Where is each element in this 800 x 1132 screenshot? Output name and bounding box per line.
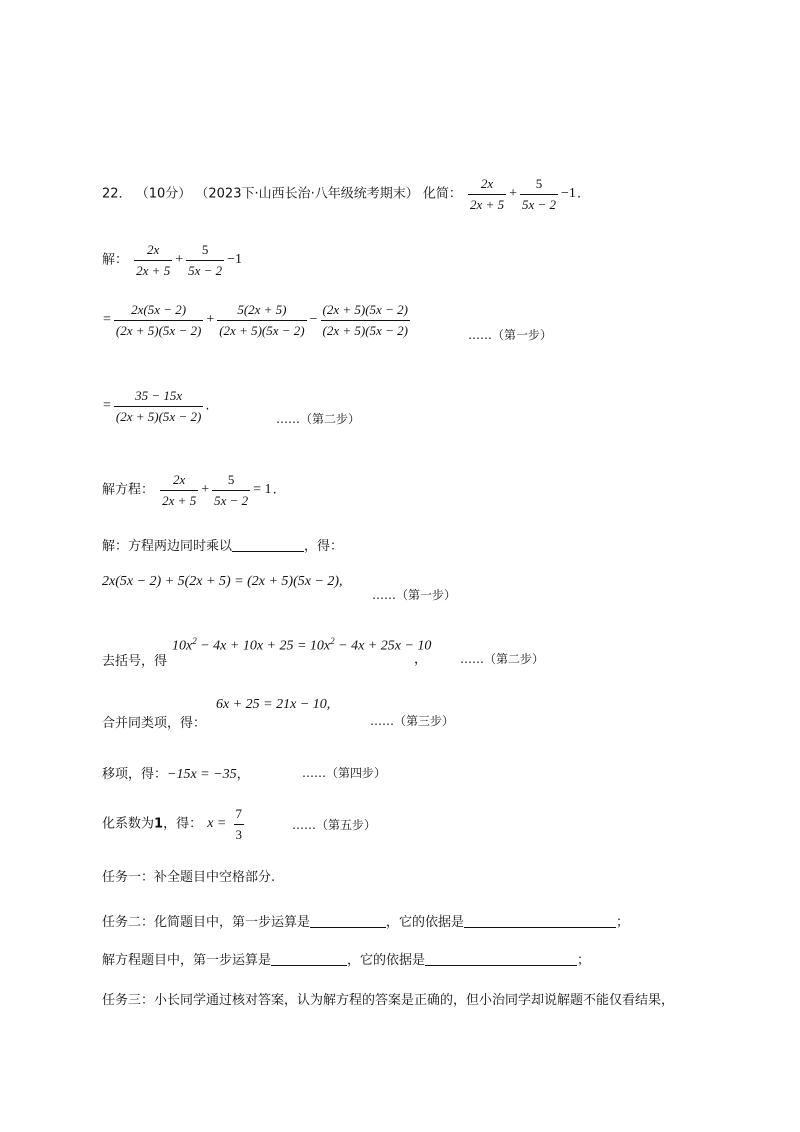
fraction: $\frac{5}{5x - 2}$: [188, 242, 223, 278]
task-two: 任务二：化简题目中，第一步运算是 ，它的依据是 ；: [102, 915, 630, 930]
problem-source: （2023下·山西长治·八年级统考期末）: [195, 186, 419, 202]
task-three: 任务三：小长同学通过核对答案，认为解方程的答案是正确的，但小治同学却说解题不能仅看结果，: [102, 993, 675, 1008]
answer-blank[interactable]: [425, 953, 577, 966]
equation-solution-intro: 解：方程两边同时乘以 ，得：: [102, 539, 344, 554]
fraction: $\frac{5}{5x - 2}$: [521, 176, 557, 212]
fraction: $\frac{2x}{2x + 5}$: [136, 242, 171, 278]
equation-step1: 2x(5x − 2) + 5(2x + 5) = (2x + 5)(5x − 2),: [102, 574, 343, 589]
equation-step2-math: $10x^2 - 4x + 10x + 25 = 10x^2 - 4x + 25x - 10$: [172, 636, 432, 654]
step-marker: ……（第五步）: [292, 818, 377, 832]
equation-step2-label: 去括号，得: [102, 654, 168, 669]
fraction: $\frac{2x(5x - 2)}{(2x + 5)(5x - 2)}$: [115, 302, 202, 338]
task-two-equation: 解方程题目中，第一步运算是 ，它的依据是 ；: [102, 953, 591, 968]
fraction: $\frac{5(2x + 5)}{(2x + 5)(5x - 2)}$: [219, 302, 305, 338]
fraction: $\frac{(2x + 5)(5x - 2)}{(2x + 5)(5x - 2)}$: [322, 302, 408, 338]
fraction: $\frac{2x}{2x + 5}$: [162, 472, 197, 508]
step-marker: ……（第二步）: [276, 412, 361, 426]
fraction: $\frac{5}{5x - 2}$: [214, 472, 249, 508]
equation-step3-math: 6x + 25 = 21x − 10,: [216, 697, 331, 712]
simplify-line1: = $\frac{2x(5x - 2)}{(2x + 5)(5x - 2)}$ + $\frac{5(2x + 5)}{(2x + 5)(5x - 2)}$ − $\frac{(2x + 5)(5x - 2)}{(2x + 5)(5x - 2)}$: [103, 302, 408, 338]
step-marker: ……（第三步）: [370, 714, 455, 728]
equation-step5: 化系数为1，得： x = $\frac{7}{3}$: [102, 806, 243, 842]
equation-label: 解方程：: [102, 482, 155, 498]
problem-score: （10分）: [135, 186, 192, 202]
answer-blank[interactable]: [310, 915, 386, 928]
step-marker: ……（第一步）: [468, 328, 553, 342]
equation-line: 解方程： $\frac{2x}{2x + 5}$ + $\frac{5}{5x - 2}$ = 1.: [102, 472, 277, 508]
simplify-line0: 解： $\frac{2x}{2x + 5}$ + $\frac{5}{5x - 2}$ −1: [102, 242, 243, 278]
problem-header: 22． （10分） （2023下·山西长治·八年级统考期末） 化简： $\frac{2x}{2x + 5}$ + $\frac{5}{5x - 2}$ −1.: [102, 176, 582, 212]
step-marker: ……（第二步）: [460, 652, 545, 666]
problem-instruction: 化简：: [422, 186, 462, 202]
task-one: 任务一：补全题目中空格部分.: [102, 870, 276, 885]
problem-number: 22．: [102, 186, 132, 202]
step-marker: ……（第四步）: [302, 766, 387, 780]
equation-step3-label: 合并同类项，得：: [102, 716, 207, 731]
answer-blank[interactable]: [271, 953, 347, 966]
fraction: $\frac{7}{3}$: [235, 806, 243, 842]
solution-label: 解：: [102, 252, 129, 268]
fraction: $\frac{2x}{2x + 5}$: [470, 176, 505, 212]
simplify-line2: = $\frac{35 - 15x}{(2x + 5)(5x - 2)}$ .: [103, 388, 210, 424]
answer-blank[interactable]: [232, 539, 304, 552]
fraction: $\frac{35 - 15x}{(2x + 5)(5x - 2)}$: [115, 388, 202, 424]
step-marker: ……（第一步）: [372, 588, 457, 602]
equation-step4: 移项，得：−15x = −35，: [102, 767, 250, 782]
answer-blank[interactable]: [464, 915, 616, 928]
